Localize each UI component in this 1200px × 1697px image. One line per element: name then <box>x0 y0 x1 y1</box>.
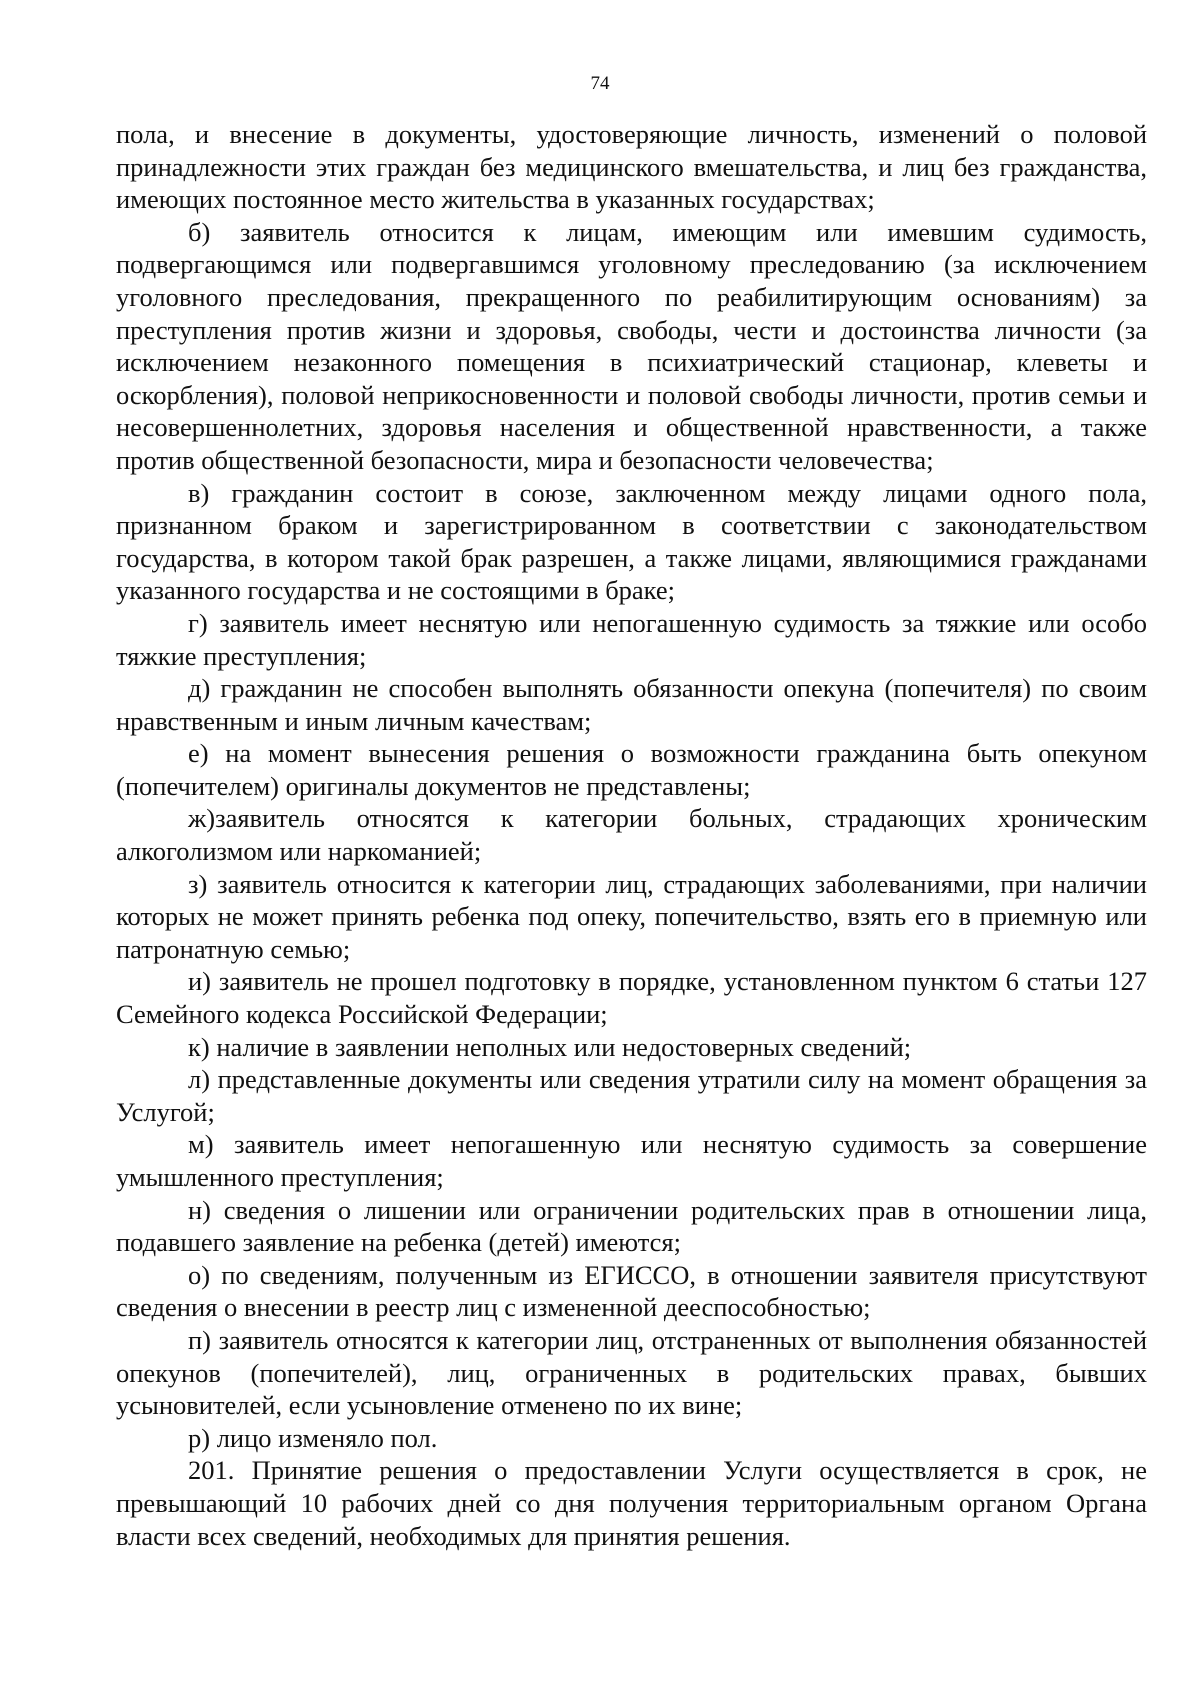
paragraph-item-z: з) заявитель относится к категории лиц, страдающих заболеваниями, при наличии которых не может принять ребенка под опеку, попечительство, взять его в приемную или патронатную семью; <box>116 868 1147 964</box>
page-number: 74 <box>590 73 610 94</box>
paragraph-item-l: л) представленные документы или сведения утратили силу на момент обращения за Услугой; <box>116 1064 1147 1127</box>
paragraph-item-m: м) заявитель имеет непогашенную или неснятую судимость за совершение умышленного преступления; <box>116 1129 1147 1192</box>
paragraph-item-zh: ж)заявитель относятся к категории больных, страдающих хроническим алкоголизмом или наркоманией; <box>116 803 1147 867</box>
paragraph-item-o: о) по сведениям, полученным из ЕГИССО, в отношении заявителя присутствуют сведения о внесении в реестр лиц с измененной дееспособностью; <box>116 1259 1147 1323</box>
paragraph-item-n: н) сведения о лишении или ограничении родительских прав в отношении лица, подавшего заявление на ребенка (детей) имеются; <box>116 1194 1147 1258</box>
paragraph-item-e: е) на момент вынесения решения о возможности гражданина быть опекуном (попечителем) оригиналы документов не представлены; <box>116 738 1147 801</box>
paragraph-item-b: б) заявитель относится к лицам, имеющим или имевшим судимость, подвергающимся или подвергавшимся уголовному преследованию (за исключением уголовного преследования, прекращенного по реабилитирующим основаниям) за преступления против жизни и здоровья, свободы, чести и достоинства личности (за исключением незаконного помещения в психиатрический стационар, клеветы и оскорбления), половой неприкосновенности и половой свободы личности, против семьи и несовершеннолетних, здоровья населения и общественной нравственности, а также против общественной безопасности, мира и безопасности человечества; <box>116 216 1147 475</box>
paragraph-item-i: и) заявитель не прошел подготовку в порядке, установленном пунктом 6 статьи 127 Семейного кодекса Российской Федерации; <box>116 966 1147 1030</box>
paragraph-continuation: пола, и внесение в документы, удостоверяющие личность, изменений о половой принадлежности этих граждан без медицинского вмешательства, и лиц без гражданства, имеющих постоянное место жительства в указанных государствах; <box>116 119 1147 215</box>
paragraph-item-v: в) гражданин состоит в союзе, заключенном между лицами одного пола, признанном браком и зарегистрированном в соответствии с законодательством государства, в котором такой брак разрешен, а также лицами, являющимися гражданами указанного государства и не состоящими в браке; <box>116 477 1147 606</box>
document-body <box>116 118 1147 1552</box>
paragraph-item-r: р) лицо изменяло пол. <box>188 1422 438 1453</box>
paragraph-item-k: к) наличие в заявлении неполных или недостоверных сведений; <box>188 1031 912 1062</box>
paragraph-item-d: д) гражданин не способен выполнять обязанности опекуна (попечителя) по своим нравственным и иным личным качествам; <box>116 673 1147 736</box>
paragraph-item-g: г) заявитель имеет неснятую или непогашенную судимость за тяжкие или особо тяжкие преступления; <box>116 607 1147 671</box>
paragraph-clause-201: 201. Принятие решения о предоставлении Услуги осуществляется в срок, не превышающий 10 рабочих дней со дня получения территориальным органом Органа власти всех сведений, необходимых для принятия решения. <box>116 1455 1147 1551</box>
paragraph-item-p: п) заявитель относятся к категории лиц, отстраненных от выполнения обязанностей опекунов (попечителей), лиц, ограниченных в родительских правах, бывших усыновителей, если усыновление отменено по их вине; <box>116 1324 1147 1421</box>
